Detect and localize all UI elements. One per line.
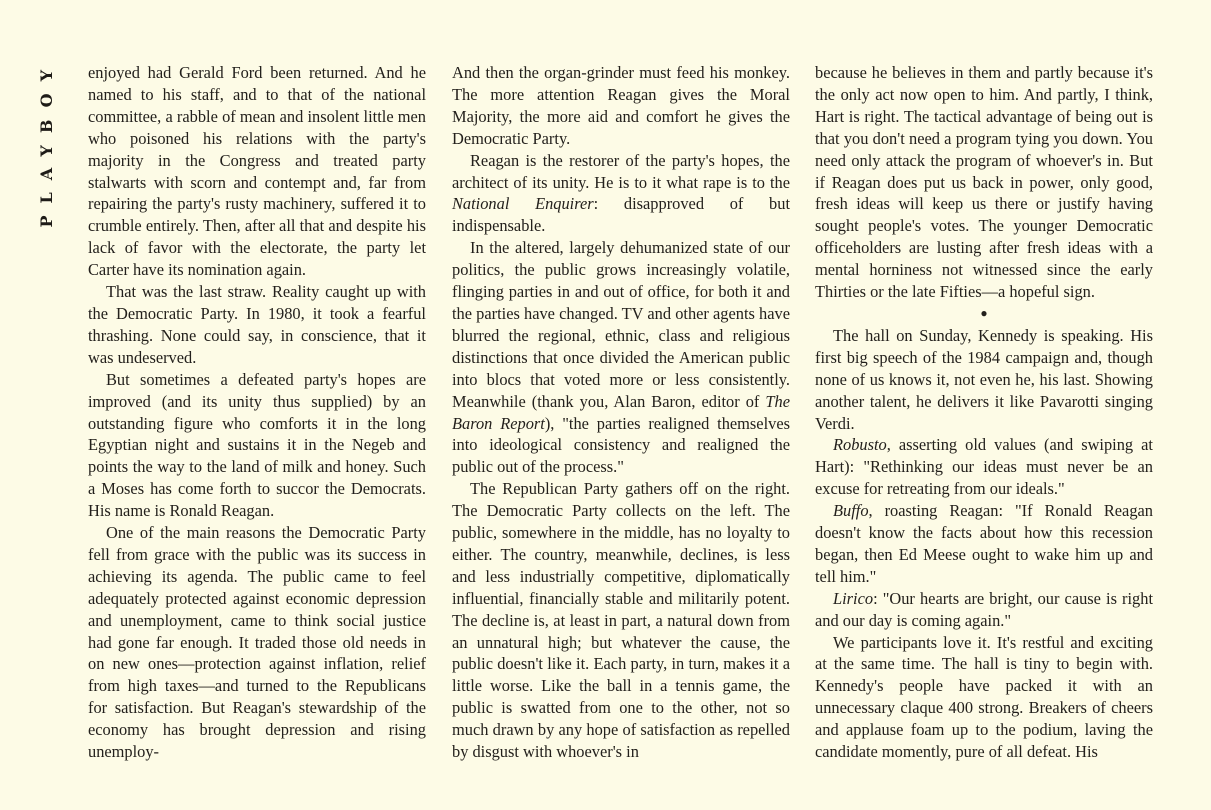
paragraph: The hall on Sunday, Kennedy is speaking. His first big speech of the 1984 campaign and, though none of us knows it, not even he, his last. Showing another talent, he delivers it like Pavarotti singing Verdi. xyxy=(815,325,1153,433)
text-column-1 xyxy=(88,62,426,763)
paragraph: Reagan is the restorer of the party's hopes, the architect of its unity. He is to it what rape is to the National Enquirer: disapproved of but indispensable. xyxy=(452,150,790,236)
paragraph: We participants love it. It's restful and exciting at the same time. The hall is tiny to begin with. Kennedy's people have packed it with an unnecessary claque 400 strong. Breakers of cheers and applause foam up to the podium, laving the candidate momently, pure of all defeat. His xyxy=(815,632,1153,762)
italic-term: Robusto xyxy=(833,435,887,455)
text-column-2 xyxy=(452,62,790,763)
text-column-3 xyxy=(815,62,1153,763)
section-break-bullet: ● xyxy=(980,305,988,320)
paragraph: And then the organ-grinder must feed his monkey. The more attention Reagan gives the Moral Majority, the more aid and comfort he gives the Democratic Party. xyxy=(452,63,790,148)
paragraph: Lirico: "Our hearts are bright, our cause is right and our day is coming again." xyxy=(815,588,1153,630)
paragraph: because he believes in them and partly because it's the only act now open to him. And partly, I think, Hart is right. The tactical advantage of being out is that you don't need a program tying you down. You need only attack the program of whoever's in. But if Reagan does put us back in power, only good, fresh ideas will keep us there or justify having sought people's votes. The younger Democratic officeholders are lusting after fresh ideas with a mental horniness not witnessed since the early Thirties or the late Fifties—a hopeful sign. xyxy=(815,63,1153,302)
publication-title: The Baron Report xyxy=(452,391,790,433)
paragraph: The Republican Party gathers off on the right. The Democratic Party collects on the left. The public, somewhere in the middle, has no loyalty to either. The country, meanwhile, declines, is less and less industrially competitive, diplomatically influential, financially stable and militarily potent. The decline is, at least in part, a natural down from an unnatural high; but whatever the cause, the public doesn't like it. Each party, in turn, makes it a little worse. Like the ball in a tennis game, the public is swatted from one to the other, not so much drawn by any hope of satisfaction as repelled by disgust with whoever's in xyxy=(452,479,790,762)
paragraph: Robusto, asserting old values (and swiping at Hart): "Rethinking our ideas must never be an excuse for retreating from our ideals." xyxy=(815,435,1153,499)
italic-term: Buffo xyxy=(833,501,869,521)
paragraph: In the altered, largely dehumanized state of our politics, the public grows increasingly volatile, flinging parties in and out of office, for both it and the parties have changed. TV and other agents have blurred the regional, ethnic, class and religious distinctions that once divided the American public into blocs that voted more or less consistently. Meanwhile (thank you, Alan Baron, editor of The Baron Report), "the parties realigned themselves into ideological consistency and realigned the public out of the process." xyxy=(452,238,790,477)
paragraph: But sometimes a defeated party's hopes are improved (and its unity thus supplied) by an outstanding figure who comforts it in the long Egyptian night and sustains it in the Negeb and points the way to the land of milk and honey. Such a Moses has come forth to succor the Democrats. His name is Ronald Reagan. xyxy=(88,369,426,521)
paragraph: enjoyed had Gerald Ford been returned. And he named to his staff, and to that of the national committee, a rabble of mean and insolent little men who poisoned his relations with the party's majority in the Congress and treated party stalwarts with scorn and contempt and, far from repairing the party's rusty machinery, suffered it to crumble entirely. Then, after all that and despite his lack of favor with the electorate, the party let Carter have its nomination again. xyxy=(88,63,426,280)
paragraph: Buffo, roasting Reagan: "If Ronald Reagan doesn't know the facts about how this recession began, then Ed Meese ought to wake him up and tell him." xyxy=(815,501,1153,586)
magazine-running-head: PLAYBOY xyxy=(37,58,56,228)
publication-title: National Enquirer xyxy=(452,194,594,214)
italic-term: Lirico xyxy=(833,588,874,608)
paragraph: One of the main reasons the Democratic Party fell from grace with the public was its success in achieving its agenda. The public came to feel adequately protected against economic depression and unemployment, came to think social justice had gone far enough. It traded those old needs in on new ones—protection against inflation, relief from high taxes—and turned to the Republicans for satisfaction. But Reagan's stewardship of the economy has brought depression and rising unemploy- xyxy=(88,523,426,762)
paragraph: That was the last straw. Reality caught up with the Democratic Party. In 1980, it took a fearful thrashing. None could say, in conscience, that it was undeserved. xyxy=(88,282,426,367)
